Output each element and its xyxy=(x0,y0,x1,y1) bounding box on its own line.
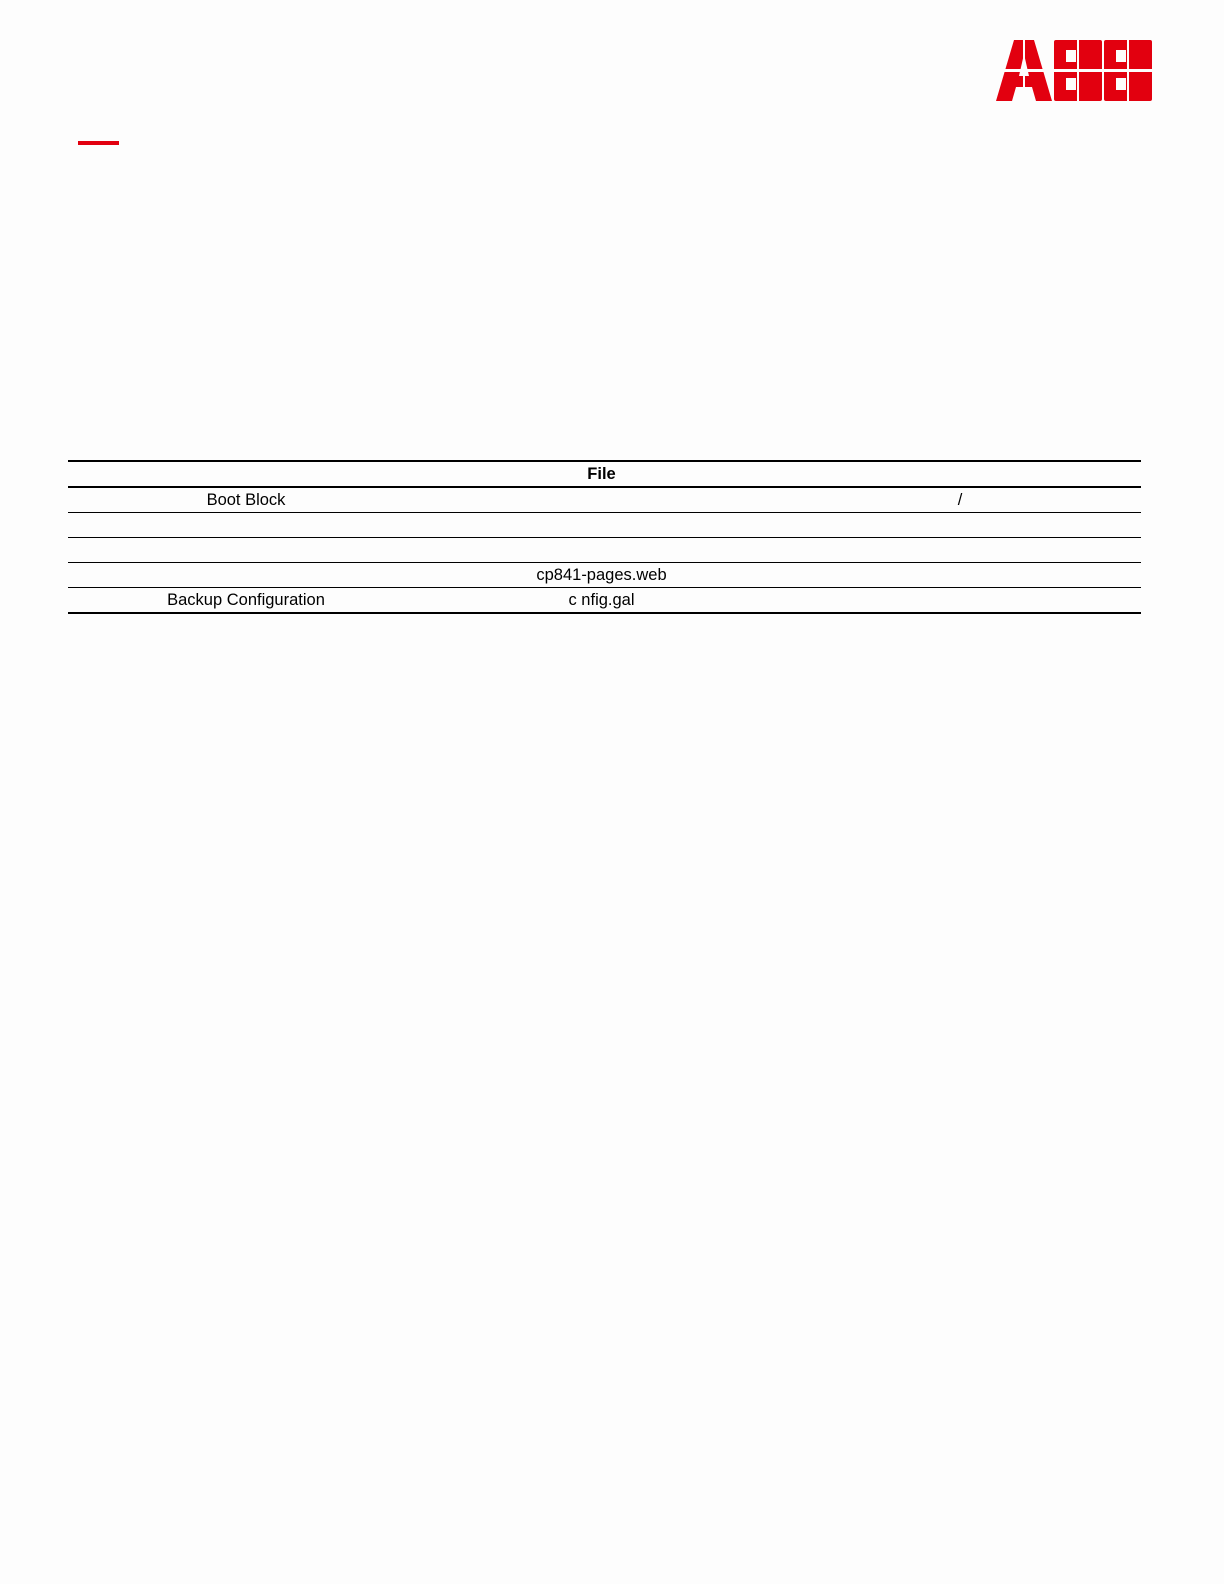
table-cell xyxy=(779,538,1141,563)
table-cell xyxy=(68,563,424,588)
table-row xyxy=(68,563,1141,588)
table-cell xyxy=(424,538,779,563)
header-cell xyxy=(68,461,424,487)
table-cell xyxy=(424,513,779,538)
abb-logo xyxy=(996,40,1154,102)
table-cell: c nfig.gal xyxy=(424,588,779,614)
table-cell: Boot Block xyxy=(68,487,424,513)
table-cell: / xyxy=(779,487,1141,513)
table-cell: cp841-pages.web xyxy=(424,563,779,588)
table-row xyxy=(68,588,1141,614)
table-cell xyxy=(779,563,1141,588)
table-row xyxy=(68,538,1141,563)
table-cell: Backup Configuration xyxy=(68,588,424,614)
table-cell xyxy=(424,487,779,513)
header-cell-file: File xyxy=(424,461,779,487)
table-cell xyxy=(68,538,424,563)
table-row xyxy=(68,487,1141,513)
file-table xyxy=(68,460,1141,614)
header-cell xyxy=(779,461,1141,487)
table-cell xyxy=(68,513,424,538)
table-header-row xyxy=(68,461,1141,487)
table-row xyxy=(68,513,1141,538)
table-cell xyxy=(779,588,1141,614)
accent-bar xyxy=(78,141,119,145)
table-cell xyxy=(779,513,1141,538)
